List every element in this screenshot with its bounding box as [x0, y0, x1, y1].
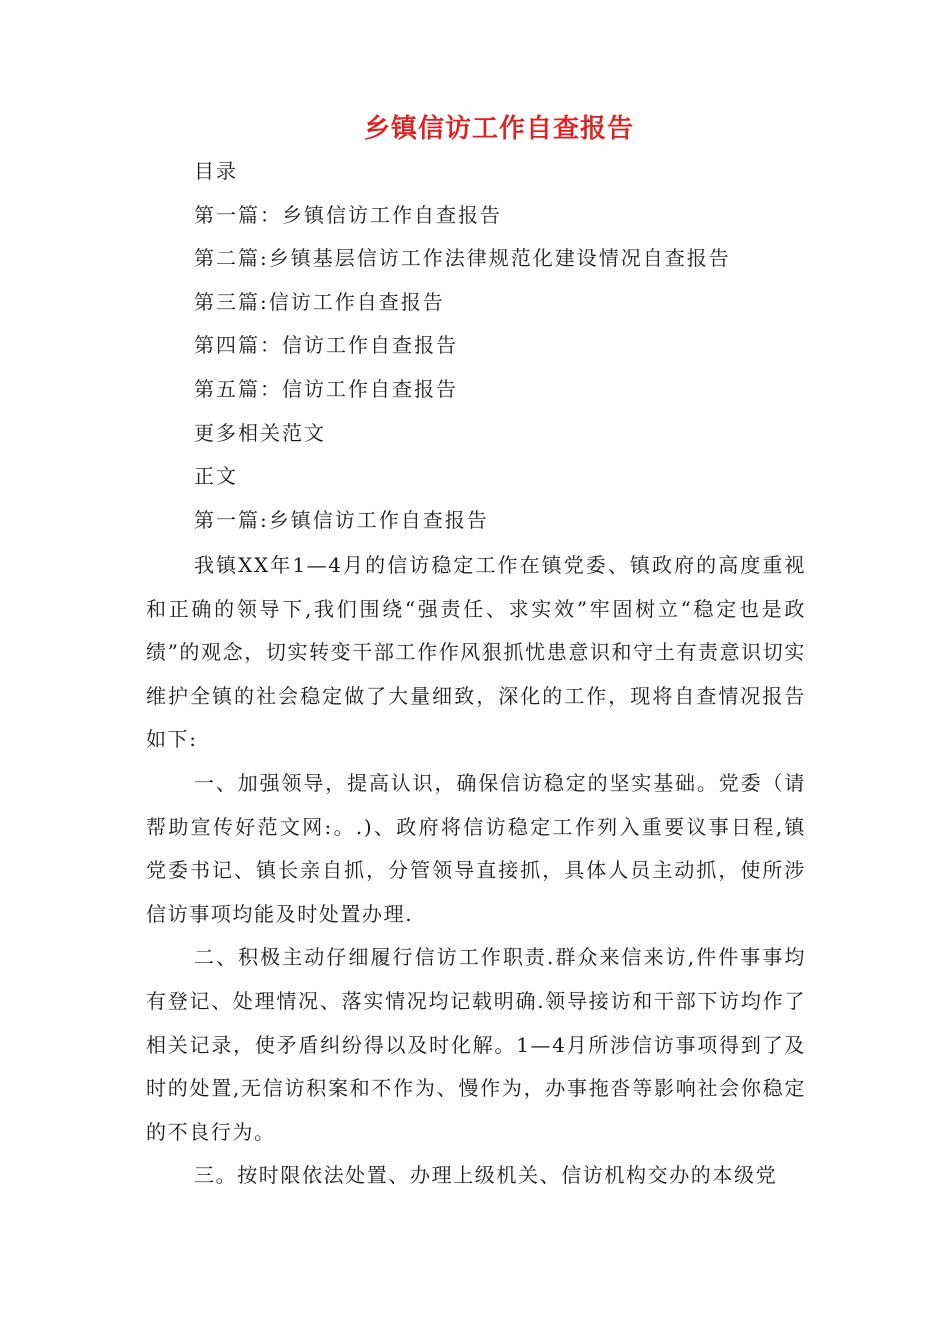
paragraph: 三。按时限依法处置、办理上级机关、信访机构交办的本级党 — [194, 1163, 778, 1188]
toc-item: 第三篇:信访工作自查报告 — [194, 289, 445, 314]
paragraph: 二、积极主动仔细履行信访工作职责.群众来信来访,件件事事均有登记、处理情况、落实情况均记载明确.领导接访和干部下访均作了相关记录，使矛盾纠纷得以及时化解。1—4月所涉信访事项得到了及时的处置,无信访积案和不作为、慢作为，办事拖沓等影响社会你稳定的不良行为。 — [146, 945, 806, 1144]
toc-item: 第一篇：乡镇信访工作自查报告 — [194, 202, 502, 227]
toc-item: 更多相关范文 — [194, 420, 326, 445]
paragraph: 我镇XX年1—4月的信访稳定工作在镇党委、镇政府的高度重视和正确的领导下,我们围绕“强责任、求实效”牢固树立“稳定也是政绩”的观念，切实转变干部工作作风狠抓忧患意识和守土有责意识切实维护全镇的社会稳定做了大量细致，深化的工作，现将自查情况报告如下: — [146, 553, 806, 752]
document-title: 乡镇信访工作自查报告 — [363, 114, 634, 144]
toc-item: 第四篇：信访工作自查报告 — [194, 333, 458, 358]
toc-item: 第二篇:乡镇基层信访工作法律规范化建设情况自查报告 — [194, 246, 731, 271]
toc-heading: 目录 — [194, 159, 238, 183]
toc-item: 第五篇：信访工作自查报告 — [194, 376, 458, 401]
section-heading: 第一篇:乡镇信访工作自查报告 — [194, 507, 489, 532]
body-text — [146, 544, 806, 1198]
body-heading: 正文 — [194, 464, 238, 489]
paragraph: 一、加强领导，提高认识，确保信访稳定的坚实基础。党委（请帮助宣传好范文网:。.)、政府将信访稳定工作列入重要议事日程,镇党委书记、镇长亲自抓，分管领导直接抓，具体人员主动抓，使所涉信访事项均能及时处置办理. — [146, 770, 806, 926]
table-of-contents — [194, 154, 834, 546]
